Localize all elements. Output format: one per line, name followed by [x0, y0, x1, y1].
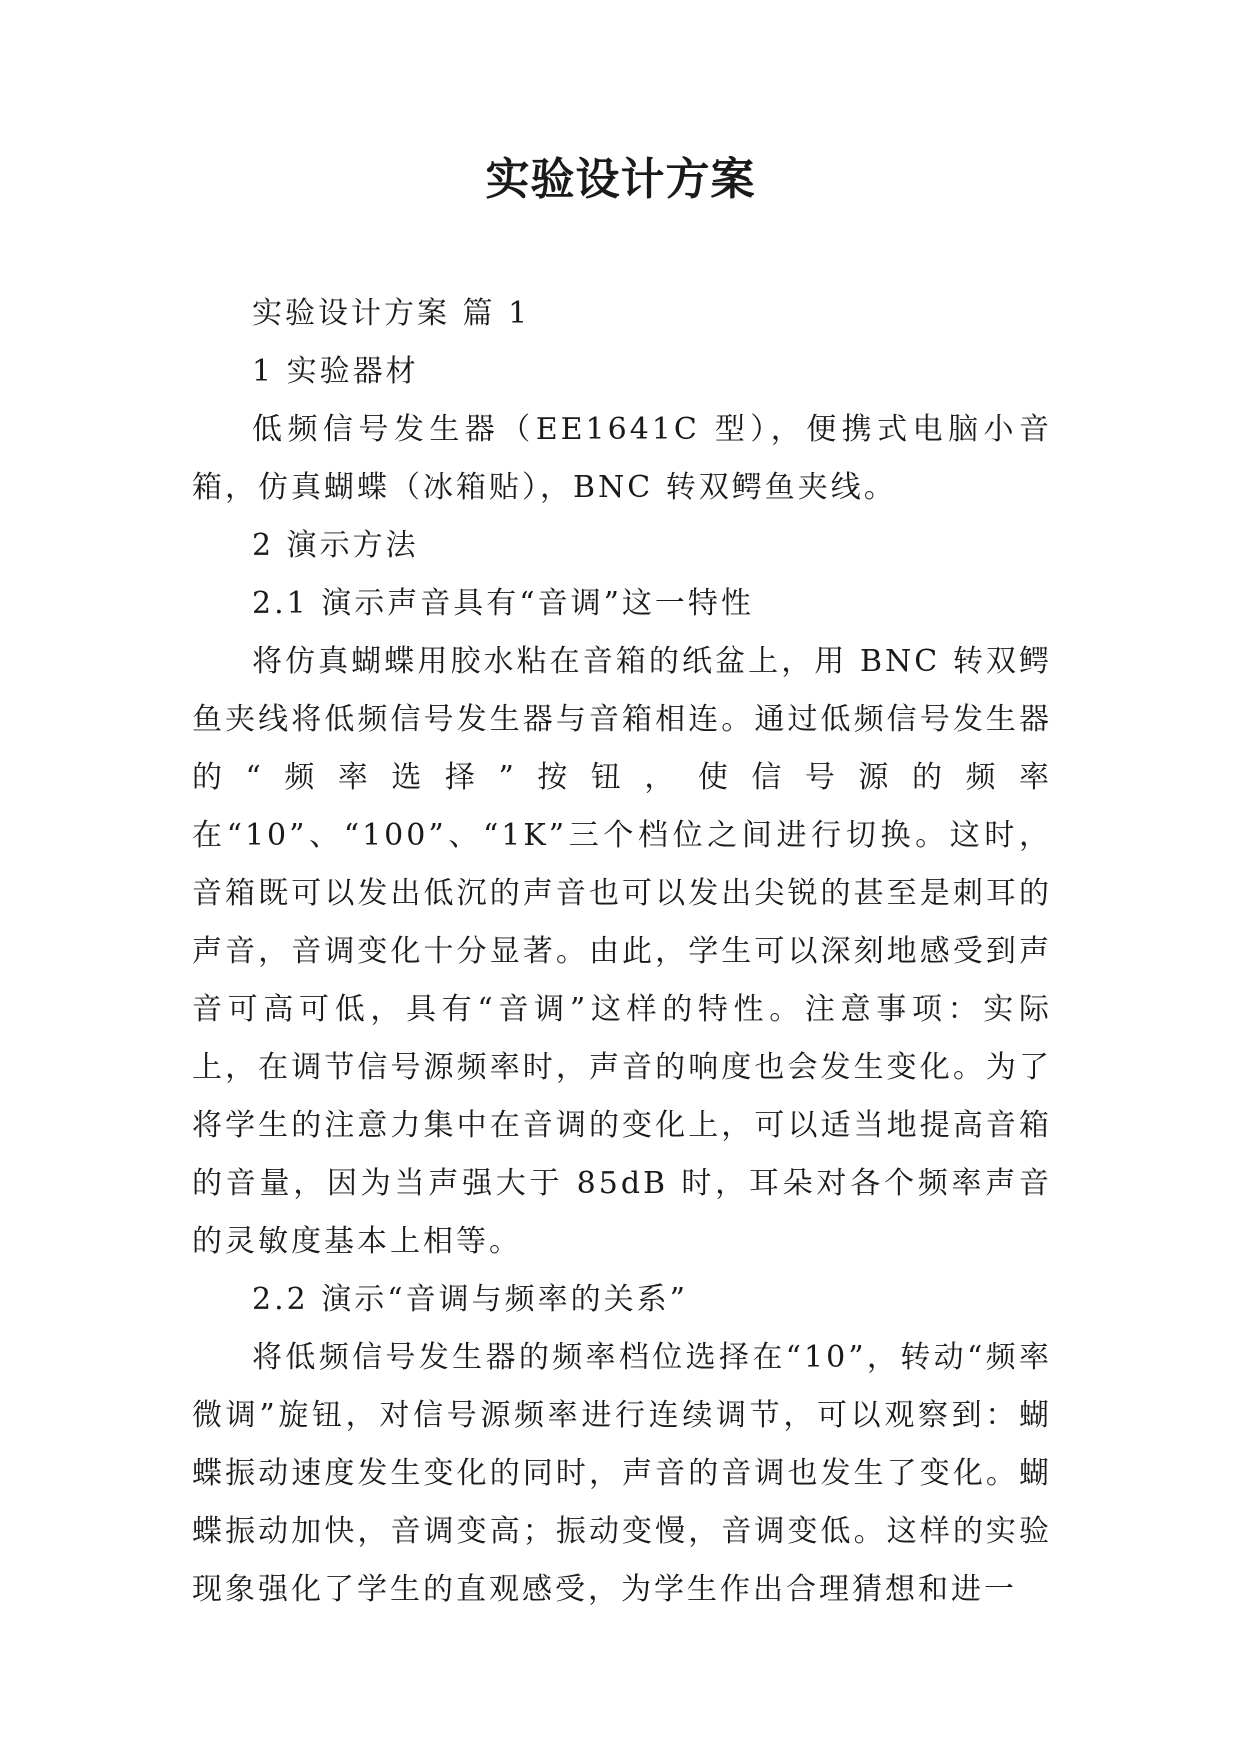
paragraph-2-1-body: 将仿真蝴蝶用胶水粘在音箱的纸盆上，用 BNC 转双鳄鱼夹线将低频信号发生器与音箱相连。通过低频信号发生器的“频率选择”按钮，使信号源的频率在“10”、“100”、“1K”三个档位之间进行切换。这时，音箱既可以发出低沉的声音也可以发出尖锐的甚至是刺耳的声音，音调变化十分显著。由此，学生可以深刻地感受到声音可高可低，具有“音调”这样的特性。注意事项：实际上，在调节信号源频率时，声音的响度也会发生变化。为了将学生的注意力集中在音调的变化上，可以适当地提高音箱的音量，因为当声强大于 85dB 时，耳朵对各个频率声音的灵敏度基本上相等。 [192, 644, 1052, 1259]
document-body [192, 285, 1052, 1619]
section-heading: 实验设计方案 篇 1 [252, 296, 531, 331]
paragraph-equipment-list: 低频信号发生器（EE1641C 型），便携式电脑小音箱，仿真蝴蝶（冰箱贴），BNC 转双鳄鱼夹线。 [192, 412, 1052, 505]
subsection-heading-2-1: 2.1 演示声音具有“音调”这一特性 [252, 586, 754, 621]
subsection-heading-equipment: 1 实验器材 [252, 354, 419, 389]
subsection-heading-method: 2 演示方法 [252, 528, 419, 563]
paragraph-2-2-body: 将低频信号发生器的频率档位选择在“10”，转动“频率微调”旋钮，对信号源频率进行连续调节，可以观察到：蝴蝶振动速度发生变化的同时，声音的音调也发生了变化。蝴蝶振动加快，音调变高；振动变慢，音调变低。这样的实验现象强化了学生的直观感受，为学生作出合理猜想和进一 [192, 1340, 1052, 1607]
document-title: 实验设计方案 [485, 154, 756, 205]
subsection-heading-2-2: 2.2 演示“音调与频率的关系” [252, 1282, 688, 1317]
